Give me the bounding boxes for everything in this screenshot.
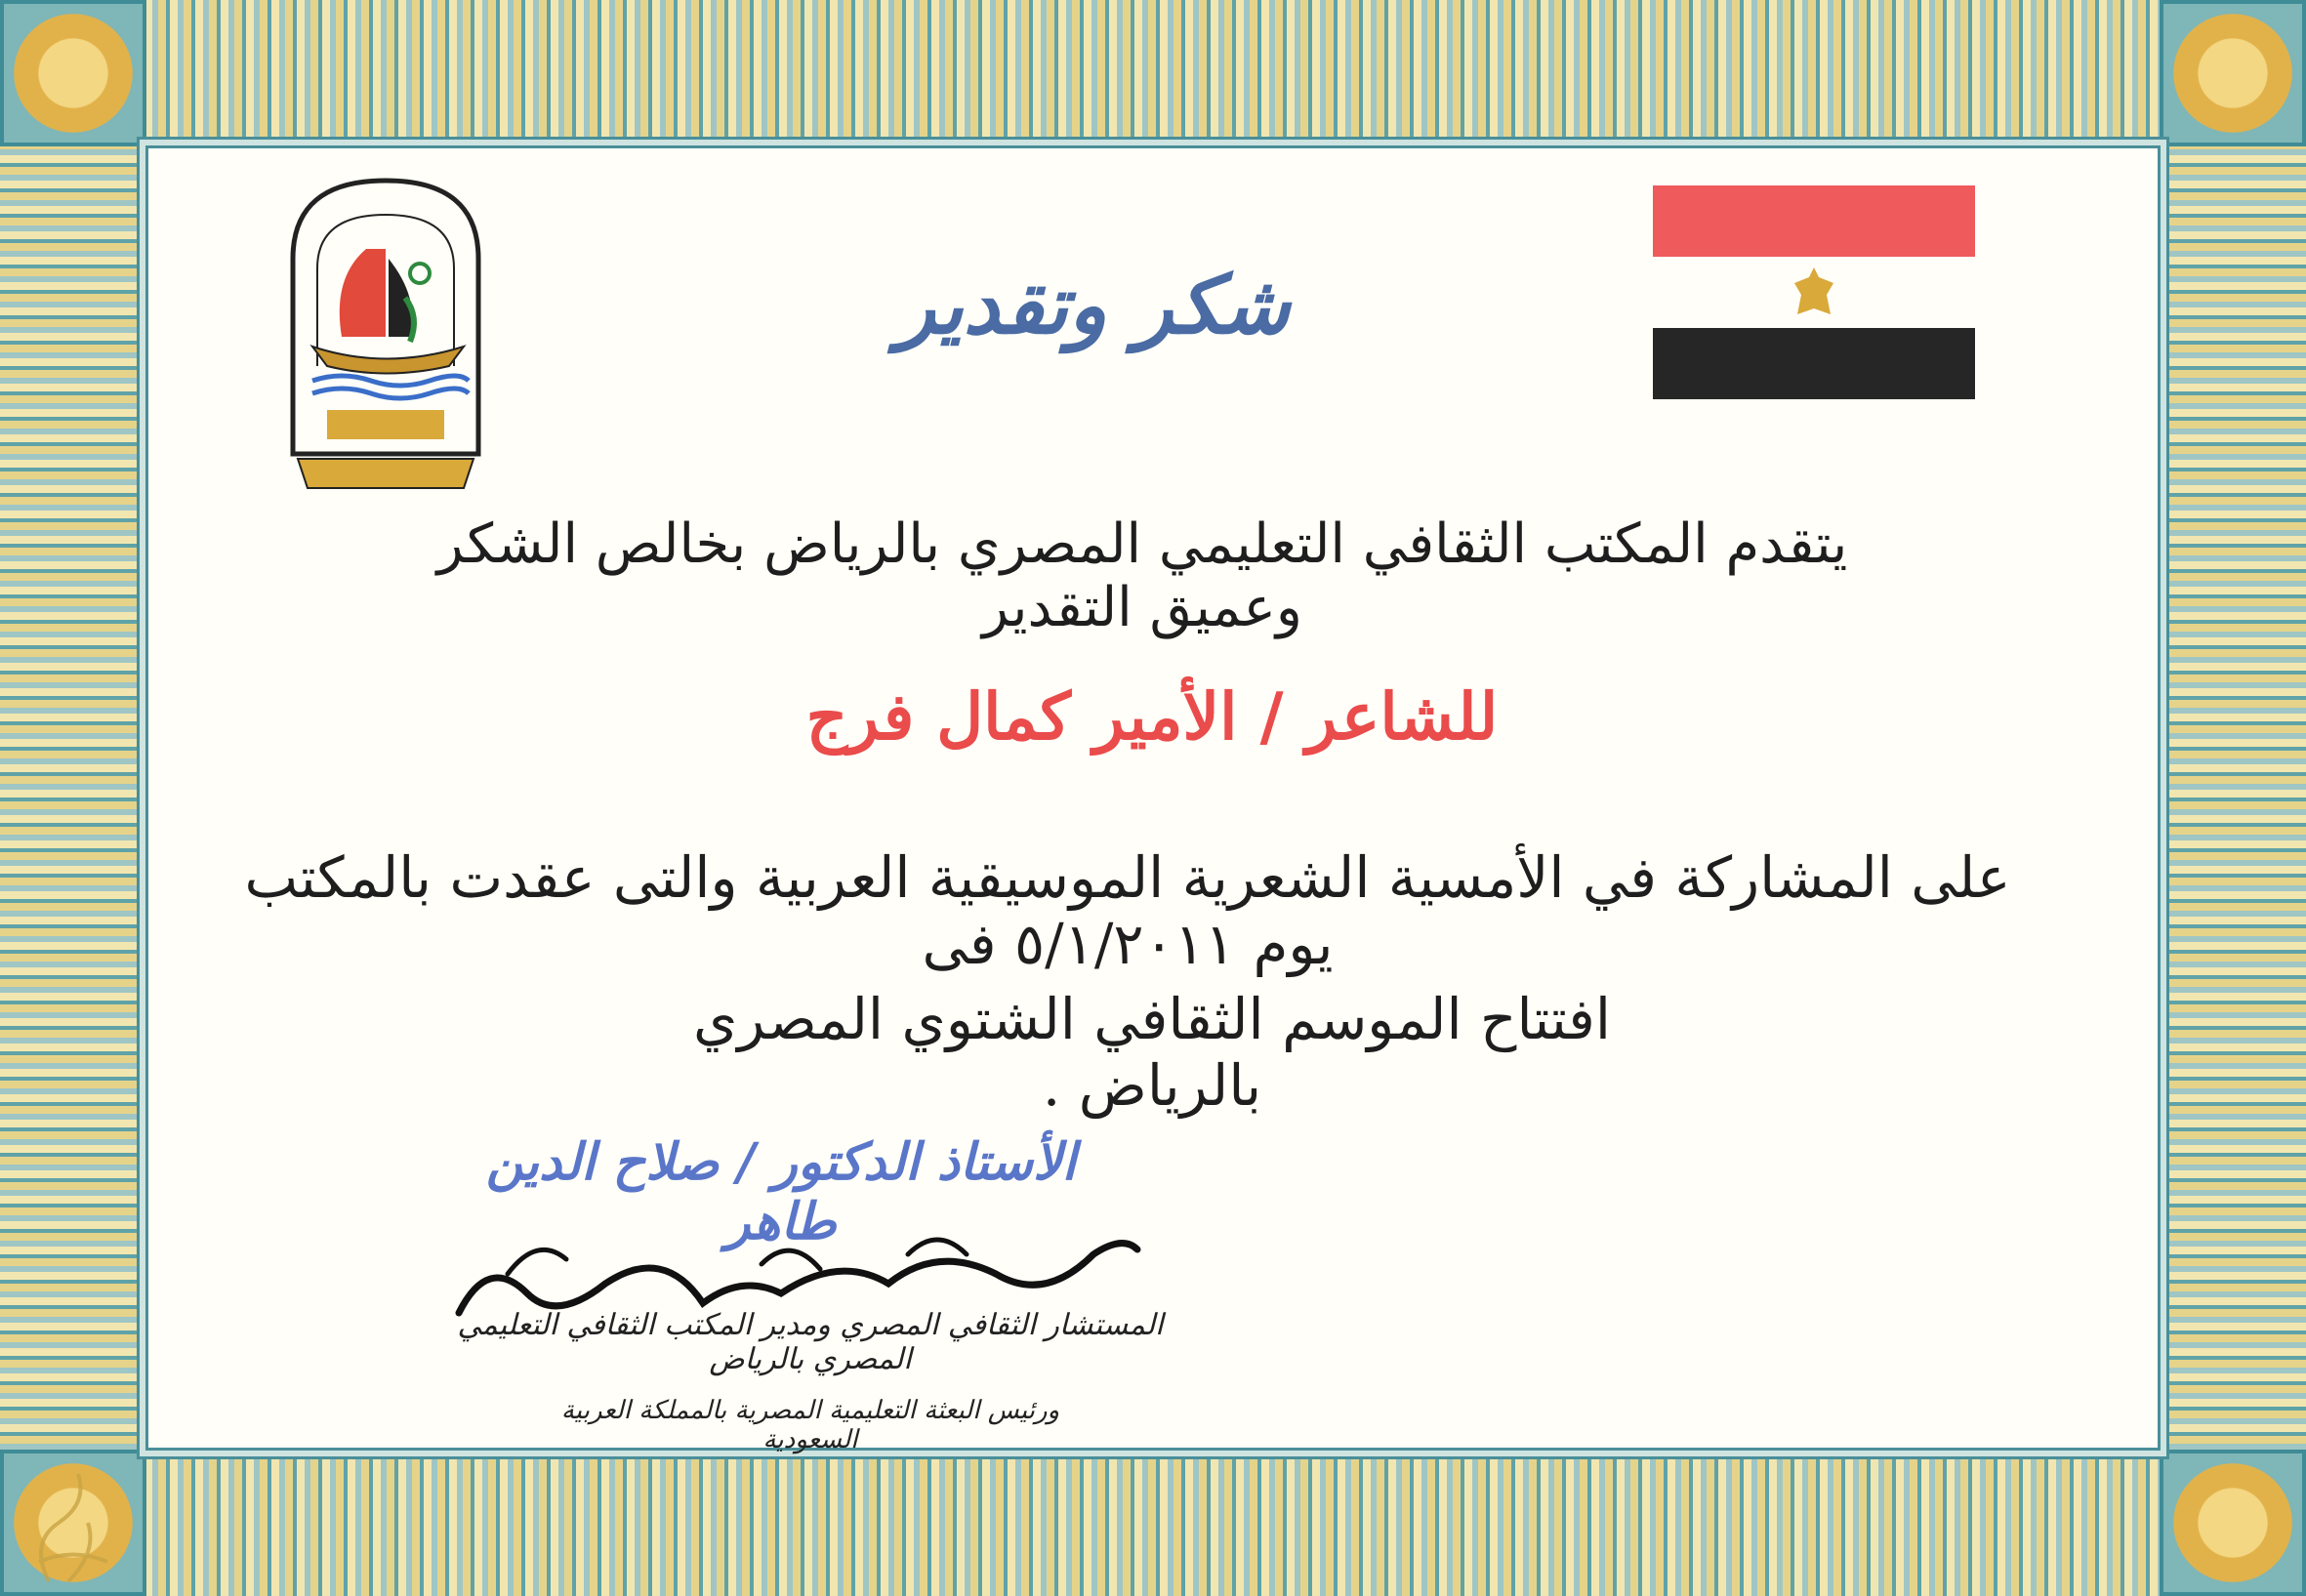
eagle-emblem-icon (1790, 266, 1838, 319)
egypt-flag-image (1653, 185, 1975, 400)
body-line-2: افتتاح الموسم الثقافي الشتوي المصري بالرياض . (693, 986, 1611, 1119)
cultural-office-logo (273, 171, 498, 493)
corner-ornament-top-right (2160, 0, 2306, 146)
flag-red-band (1653, 185, 1975, 257)
flag-black-band (1653, 328, 1975, 399)
certificate-title: شكر وتقدير (896, 259, 1291, 352)
intro-line: يتقدم المكتب الثقافي التعليمي المصري بالرياض بخالص الشكر وعميق التقدير (436, 512, 1848, 639)
honoree-name: للشاعر / الأمير كمال فرج (805, 678, 1499, 755)
calligraphy-watermark (20, 1454, 127, 1591)
signatory-title-line-2: ورئيس البعثة التعليمية المصرية بالمملكة العربية السعودية (560, 1396, 1060, 1454)
signatory-title-line-1: المستشار الثقافي المصري ومدير المكتب الثقافي التعليمي المصري بالرياض (457, 1308, 1164, 1376)
signatory-name: الأستاذ الدكتور / صلاح الدين طاهر (485, 1132, 1077, 1251)
corner-ornament-bottom-right (2160, 1450, 2306, 1596)
body-line-1: على المشاركة في الأمسية الشعرية الموسيقية العربية والتى عقدت بالمكتب يوم ٥/١/٢٠١١ فى (244, 844, 2011, 977)
corner-ornament-top-left (0, 0, 146, 146)
